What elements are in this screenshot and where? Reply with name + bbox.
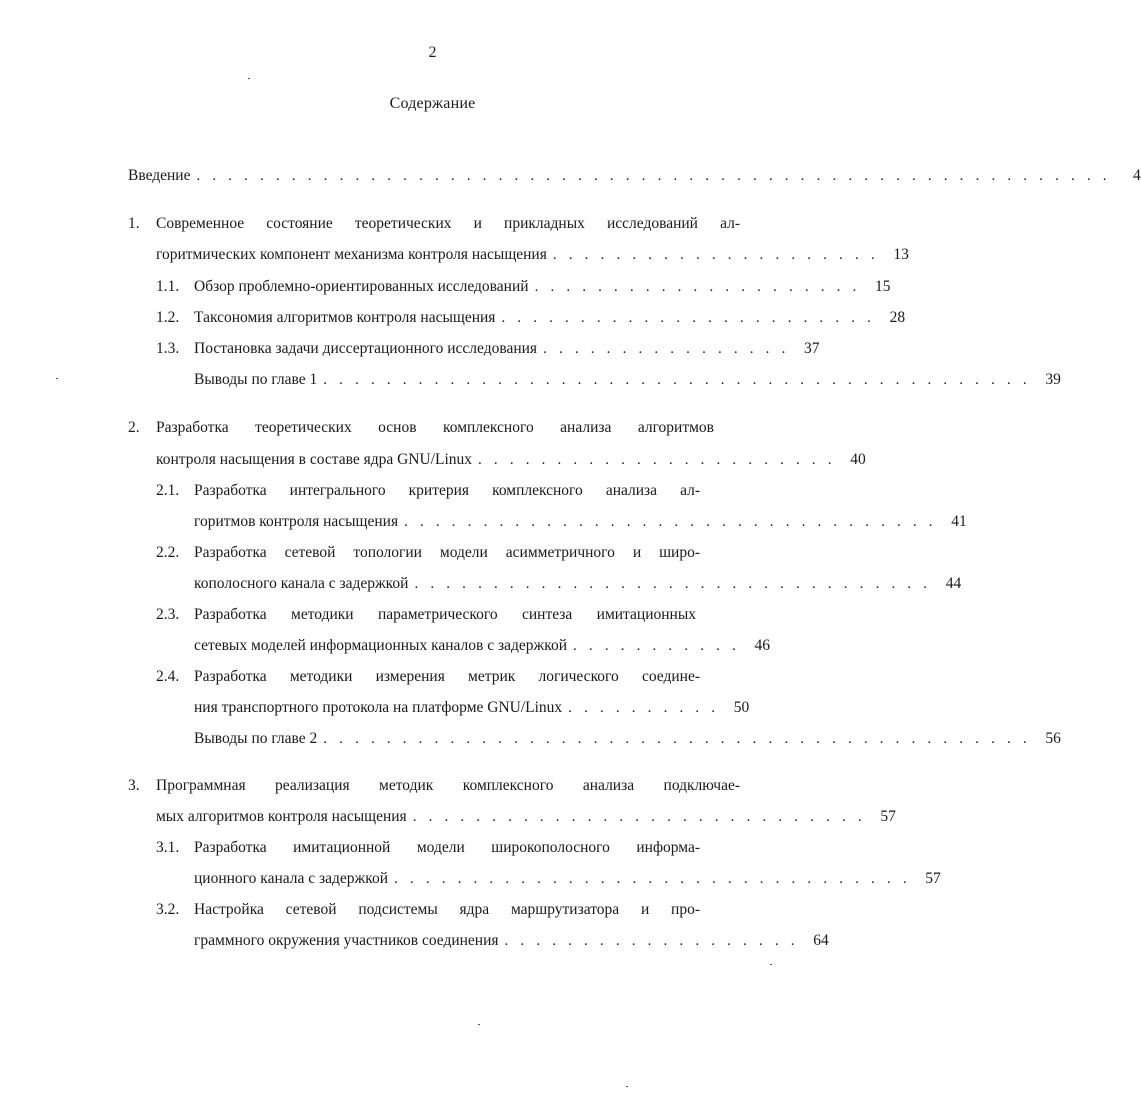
toc-page-number: 4 — [1132, 167, 1141, 184]
toc-page-number: 40 — [850, 451, 866, 468]
toc-entry-title-cont: мых алгоритмов контроля насыщения — [156, 808, 407, 825]
toc-chapter-number: 1. — [128, 215, 140, 232]
toc-chapter-1-line2[interactable] — [156, 244, 909, 266]
toc-section-2-3-line2[interactable] — [194, 635, 770, 657]
toc-section-2-1-line1[interactable] — [156, 480, 740, 502]
toc-section-1-3[interactable] — [156, 338, 820, 360]
toc-page-number: 64 — [813, 932, 829, 949]
toc-page-number: 46 — [754, 637, 770, 654]
scan-speck — [248, 78, 250, 79]
toc-page-number: 50 — [733, 699, 750, 716]
toc-page-number: 56 — [1045, 730, 1061, 747]
dot-leader: . . . . . . . . . . . . . . . . . . . . . . . . . . . . . . . . . . . . . . . . . . . . . — [323, 731, 1031, 747]
scan-speck — [56, 378, 58, 379]
page-title: Содержание — [389, 95, 476, 112]
scan-speck — [770, 964, 772, 965]
toc-section-1-1[interactable] — [156, 276, 891, 298]
toc-entry-intro[interactable] — [128, 165, 1141, 187]
toc-section-2-2-line1[interactable] — [156, 542, 740, 564]
toc-entry-title: Таксономия алгоритмов контроля насыщения — [194, 309, 496, 326]
toc-section-2-2-line2[interactable] — [194, 573, 962, 595]
toc-page-number: 15 — [875, 278, 891, 295]
toc-entry-title-cont: горитмических компонент механизма контроля насыщения — [156, 246, 547, 263]
toc-chapter-number: 2. — [128, 419, 140, 436]
toc-page-number: 28 — [889, 309, 906, 326]
toc-section-number: 2.3. — [156, 606, 180, 623]
dot-leader: . . . . . . . . . . . . . . . . . . . . . . . . . . . . . . . . . . — [404, 514, 937, 530]
toc-page-number: 57 — [880, 808, 896, 825]
toc-section-3-1-line2[interactable] — [194, 868, 941, 890]
toc-entry-title: Выводы по главе 1 — [194, 371, 318, 388]
toc-section-3-1-line1[interactable] — [156, 837, 740, 859]
dot-leader: . . . . . . . . . . . . . . . . . . . . . . . . . . . . . . . . . — [394, 871, 911, 887]
toc-section-3-2-line1[interactable] — [156, 899, 740, 921]
dot-leader: . . . . . . . . . . — [568, 700, 720, 716]
toc-entry-title-cont: сетевых моделей информационных каналов с задержкой — [194, 637, 568, 654]
dot-leader: . . . . . . . . . . . . . . . . . . . . . . . . . . . . . . . . . — [414, 576, 932, 592]
scan-speck — [626, 1086, 628, 1087]
toc-section-number: 3.1. — [156, 839, 180, 856]
scan-speck — [478, 1024, 480, 1025]
toc-page-number: 44 — [945, 575, 962, 592]
toc-section-number: 1.2. — [156, 309, 180, 326]
toc-chapter-3-line1[interactable] — [128, 775, 740, 797]
toc-entry-title: Введение — [128, 167, 191, 184]
toc-entry-title: Разработка интегрального критерия комплексного анализа ал- — [194, 482, 700, 499]
dot-leader: . . . . . . . . . . . . . . . . . . . . . . . . — [501, 310, 876, 326]
toc-entry-title: Разработка методики параметрического синтеза имитационных — [194, 606, 696, 623]
toc-entry-title: Разработка имитационной модели широкополосного информа- — [194, 839, 700, 856]
toc-section-number: 2.4. — [156, 668, 180, 685]
toc-section-2-4-line1[interactable] — [156, 666, 740, 688]
toc-chapter-3-line2[interactable] — [156, 806, 896, 828]
toc-entry-title-cont: ционного канала с задержкой — [194, 870, 389, 887]
dot-leader: . . . . . . . . . . . . . . . . . . . . . — [534, 279, 861, 295]
toc-entry-title: Настройка сетевой подсистемы ядра маршрутизатора и про- — [194, 901, 700, 918]
toc-entry-title-cont: контроля насыщения в составе ядра GNU/Linux — [156, 451, 473, 468]
toc-page-number: 13 — [893, 246, 909, 263]
dot-leader: . . . . . . . . . . . . . . . . — [543, 341, 790, 357]
toc-entry-title: Постановка задачи диссертационного исследования — [194, 340, 538, 357]
dot-leader: . . . . . . . . . . . . . . . . . . . . . . . . . . . . . . . . . . . . . . . . . . . . . . . . . . . . . . . . . . — [196, 168, 1111, 184]
toc-section-number: 2.2. — [156, 544, 180, 561]
toc-section-2-3-line1[interactable] — [156, 604, 740, 626]
toc-entry-title: Программная реализация методик комплексного анализа подключае- — [156, 777, 740, 794]
toc-entry-title-cont: ния транспортного протокола на платформе GNU/Linux — [194, 699, 563, 716]
toc-chapter-2-line2[interactable] — [156, 449, 866, 471]
dot-leader: . . . . . . . . . . . . . . . . . . . . . . . — [478, 452, 836, 468]
toc-section-3-2-line2[interactable] — [194, 930, 829, 952]
toc-section-2-1-line2[interactable] — [194, 511, 967, 533]
toc-entry-title-cont: граммного окружения участников соединения — [194, 932, 499, 949]
toc-entry-title-cont: кополосного канала с задержкой — [194, 575, 409, 592]
toc-entry-title: Разработка сетевой топологии модели асимметричного и широ- — [194, 544, 700, 561]
toc-chapter-2-line1[interactable] — [128, 417, 740, 439]
toc-conclusion-1[interactable] — [194, 369, 1061, 391]
toc-section-2-4-line2[interactable] — [194, 697, 750, 719]
dot-leader: . . . . . . . . . . . . . . . . . . . . . . . . . . . . . — [412, 809, 866, 825]
toc-page-number: 57 — [925, 870, 941, 887]
dot-leader: . . . . . . . . . . . . . . . . . . . . . . . . . . . . . . . . . . . . . . . . . . . . . — [323, 372, 1031, 388]
toc-conclusion-2[interactable] — [194, 728, 1061, 750]
toc-page-number: 41 — [951, 513, 967, 530]
toc-section-number: 1.1. — [156, 278, 180, 295]
dot-leader: . . . . . . . . . . . . . . . . . . . . . — [552, 247, 879, 263]
toc-entry-title: Разработка методики измерения метрик логического соедине- — [194, 668, 700, 685]
dot-leader: . . . . . . . . . . . . . . . . . . . — [504, 933, 799, 949]
toc-chapter-number: 3. — [128, 777, 140, 794]
toc-entry-title: Современное состояние теоретических и прикладных исследований ал- — [156, 215, 740, 232]
toc-entry-title-cont: горитмов контроля насыщения — [194, 513, 399, 530]
toc-chapter-1-line1[interactable] — [128, 213, 740, 235]
toc-entry-title: Разработка теоретических основ комплексного анализа алгоритмов — [156, 419, 714, 436]
toc-section-1-2[interactable] — [156, 307, 906, 329]
dot-leader: . . . . . . . . . . . — [573, 638, 740, 654]
toc-page-number: 37 — [804, 340, 820, 357]
toc-section-number: 3.2. — [156, 901, 180, 918]
toc-entry-title: Обзор проблемно-ориентированных исследований — [194, 278, 529, 295]
toc-page-number: 39 — [1045, 371, 1061, 388]
page-number: 2 — [428, 44, 437, 61]
toc-entry-title: Выводы по главе 2 — [194, 730, 318, 747]
toc-section-number: 2.1. — [156, 482, 180, 499]
toc-section-number: 1.3. — [156, 340, 180, 357]
